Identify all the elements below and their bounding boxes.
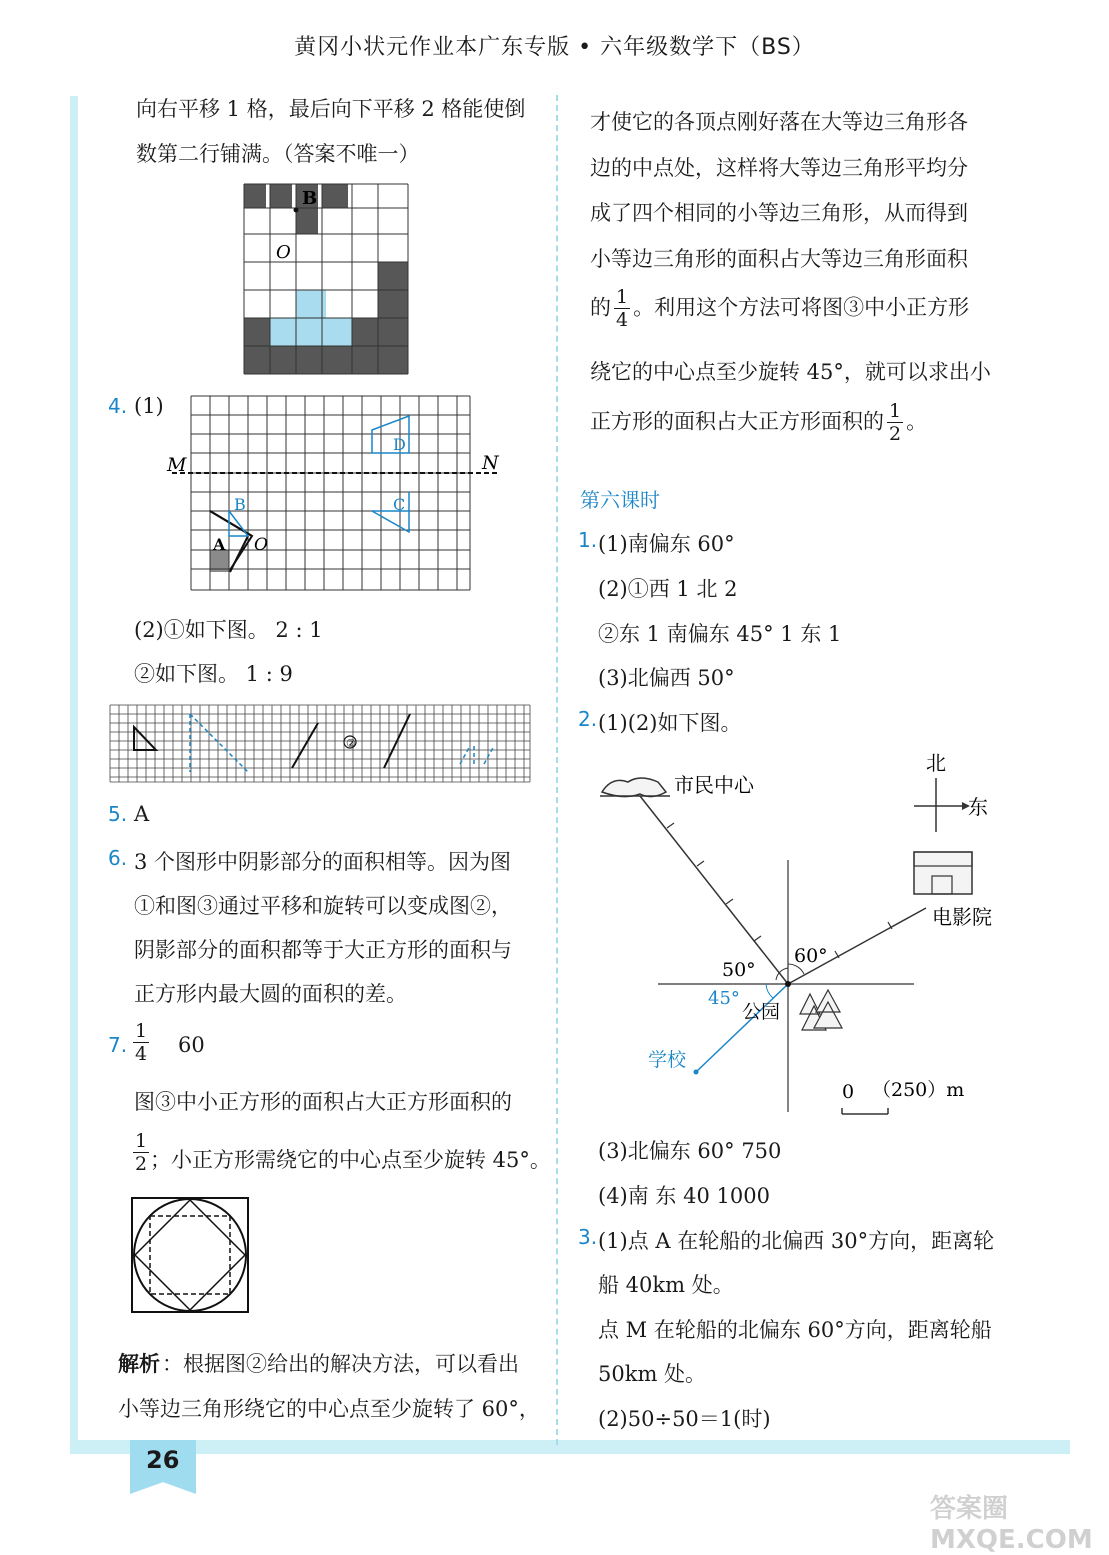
question-number: 4.: [108, 394, 128, 418]
label-angle-45: 45°: [708, 988, 740, 1009]
denominator: 2: [135, 1153, 148, 1175]
numerator: 1: [135, 1130, 148, 1152]
analysis-text: [590, 402, 927, 444]
answer-text: ②如下图。 1 : 9: [134, 662, 293, 686]
label-b: B: [302, 188, 318, 209]
strip-label: ②: [346, 737, 356, 750]
answer-text: 点 M 在轮船的北偏东 60°方向，距离轮船: [598, 1318, 992, 1342]
label-school: 学校: [648, 1049, 687, 1071]
answer-text: 向右平移 1 格，最后向下平移 2 格能使倒: [136, 97, 526, 121]
answer-text: 3 个图形中阴影部分的面积相等。因为图: [134, 850, 512, 874]
answer-text: 图③中小正方形的面积占大正方形面积的: [134, 1090, 512, 1114]
label-angle-60: 60°: [794, 945, 828, 967]
analysis-text: 边的中点处，这样将大等边三角形平均分: [590, 156, 968, 180]
question-number: 6.: [108, 846, 128, 870]
page-header: 黄冈小状元作业本广东专版 • 六年级数学下（BS）: [294, 35, 815, 60]
text-fragment: 的: [590, 295, 611, 320]
answer-text: (4)南 东 40 1000: [598, 1184, 770, 1208]
direction-map: [596, 748, 1016, 1128]
answer-text: (1)(2)如下图。: [598, 711, 742, 735]
analysis-text: 成了四个相同的小等边三角形，从而得到: [590, 201, 968, 225]
label-a: A: [213, 535, 226, 554]
answer-text: ②东 1 南偏东 45° 1 东 1: [598, 622, 842, 646]
label-b2: B: [234, 495, 246, 514]
answer-text: (2)50÷50＝1(时): [598, 1407, 771, 1431]
label-east: 东: [968, 795, 988, 819]
analysis-label: 解析: [118, 1351, 160, 1376]
label-o2: O: [254, 535, 268, 555]
analysis-text: 小等边三角形绕它的中心点至少旋转了 60°，: [118, 1397, 540, 1421]
denominator: 4: [616, 309, 629, 331]
answer-text: (3)北偏西 50°: [598, 666, 735, 690]
label-civic-center: 市民中心: [674, 773, 754, 797]
numerator: 1: [616, 286, 629, 308]
answer-text: 正方形内最大圆的面积的差。: [134, 982, 407, 1006]
label-north: 北: [926, 751, 946, 775]
analysis-text: [590, 288, 969, 330]
label-n: N: [482, 452, 499, 474]
text-fragment: 。: [906, 409, 928, 434]
answer-text: A: [134, 802, 150, 826]
answer-text: 数第二行铺满。（答案不唯一）: [136, 142, 420, 166]
label-scale-zero: 0: [842, 1081, 855, 1103]
grid-strip-figure: [106, 702, 534, 786]
question-number: 5.: [108, 802, 128, 826]
column-divider: [556, 95, 558, 1445]
label-m: M: [167, 454, 187, 476]
section-title: 第六课时: [580, 488, 660, 512]
square-circle-figure: [128, 1194, 252, 1316]
numerator: 1: [889, 400, 902, 422]
grid-figure-1: [240, 180, 412, 377]
analysis-text: 小等边三角形的面积占大等边三角形面积: [590, 247, 968, 271]
answer-text: ①和图③通过平移和旋转可以变成图②，: [134, 894, 512, 918]
analysis-text: 绕它的中心点至少旋转 45°，就可以求出小: [590, 360, 991, 384]
answer-text: (1)南偏东 60°: [598, 532, 735, 556]
answer-text: 阴影部分的面积都等于大正方形的面积与: [134, 938, 512, 962]
answer-text: 船 40km 处。: [598, 1273, 734, 1297]
denominator: 4: [135, 1043, 148, 1065]
label-scale-value: （250）m: [872, 1079, 965, 1101]
text-fragment: 正方形的面积占大正方形面积的: [590, 409, 884, 434]
answer-text: 60: [178, 1033, 205, 1057]
bottom-band: [70, 1440, 1070, 1454]
denominator: 2: [889, 423, 902, 445]
question-number: 1.: [578, 528, 598, 552]
label-park: 公园: [742, 1001, 781, 1023]
question-number: 2.: [578, 707, 598, 731]
answer-text: ；小正方形需绕它的中心点至少旋转 45°。: [150, 1148, 551, 1172]
answer-text: (3)北偏东 60° 750: [598, 1139, 782, 1163]
numerator: 1: [135, 1020, 148, 1042]
grid-figure-2: [164, 392, 504, 598]
fraction: [130, 1022, 152, 1064]
label-d: D: [393, 435, 406, 454]
label-cinema: 电影院: [932, 905, 992, 929]
answer-text: (1)点 A 在轮船的北偏西 30°方向，距离轮: [598, 1229, 995, 1253]
answer-text: 50km 处。: [598, 1362, 707, 1386]
label-angle-50: 50°: [722, 959, 756, 981]
answer-text: (2)①西 1 北 2: [598, 577, 738, 601]
fraction: [130, 1132, 152, 1174]
text-fragment: 。利用这个方法可将图③中小正方形: [633, 295, 970, 320]
question-number: 7.: [108, 1033, 128, 1057]
label-o: O: [276, 242, 291, 263]
analysis-text: 才使它的各顶点刚好落在大等边三角形各: [590, 110, 968, 134]
page-number: 26: [146, 1446, 180, 1474]
analysis-text: ：根据图②给出的解决方法，可以看出: [162, 1352, 519, 1376]
watermark: 答案圈 MXQE.COM: [930, 1494, 1093, 1555]
answer-text: (1): [134, 394, 164, 418]
question-number: 3.: [578, 1225, 598, 1249]
answer-text: (2)①如下图。 2 : 1: [134, 618, 323, 642]
label-c: C: [393, 495, 406, 514]
